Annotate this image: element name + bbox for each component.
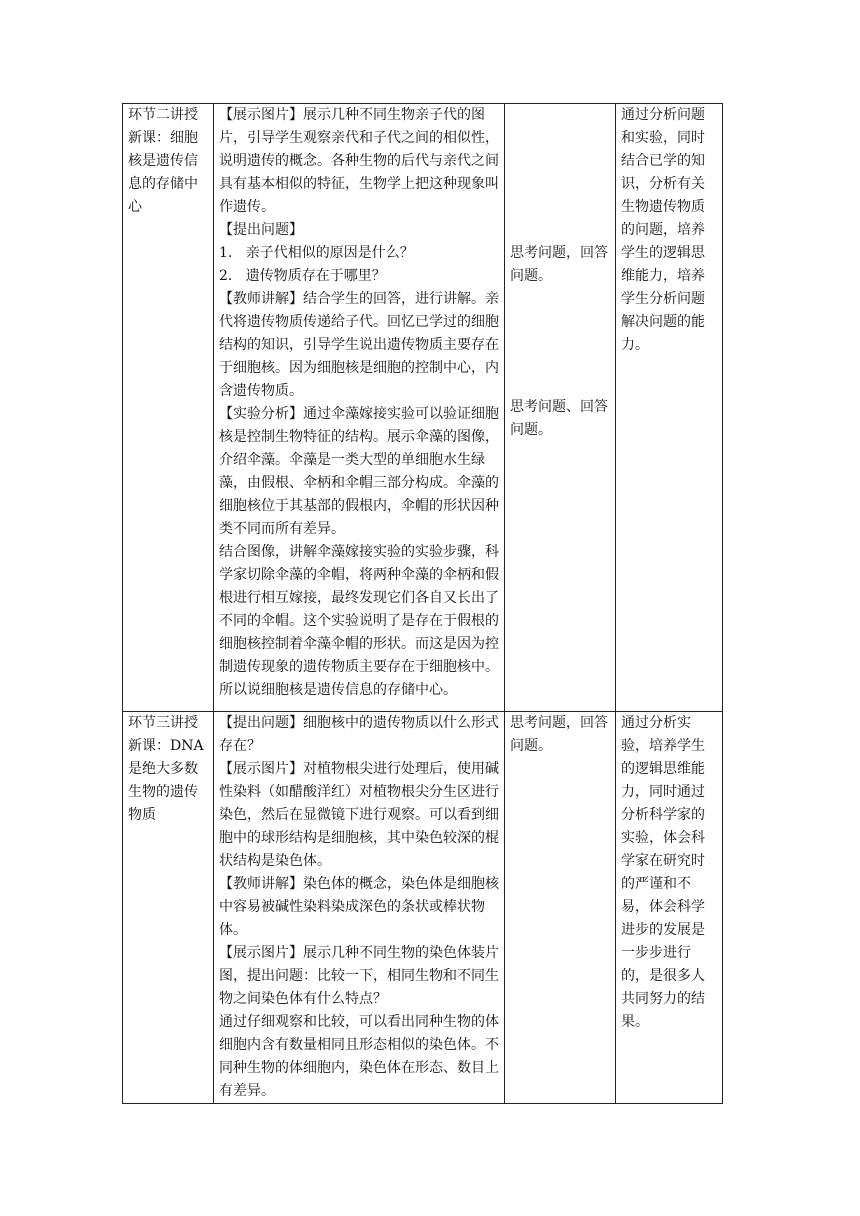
lesson-plan-table	[122, 103, 723, 1104]
student-activity-cell: 思考问题，回答问题。 思考问题、回答问题。	[505, 104, 616, 712]
paragraph: 通过仔细观察和比较，可以看出同种生物的体细胞内含有数量相同且形态相似的染色体。不同种生物的体细胞内，染色体在形态、数目上有差异。	[219, 1014, 499, 1099]
table-row	[123, 712, 723, 1104]
paragraph: 【展示图片】展示几种不同生物的染色体装片图，提出问题：比较一下，相同生物和不同生物之间染色体有什么特点？	[219, 945, 499, 1007]
design-intent-cell: 通过分析问题和实验，同时结合已学的知识，分析有关生物遗传物质的问题，培养学生的逻辑思维能力，培养学生分析问题解决问题的能力。	[616, 104, 723, 712]
stage-cell: 环节三讲授新课：DNA是绝大多数生物的遗传物质	[123, 712, 214, 1104]
paragraph: 【提出问题】细胞核中的遗传物质以什么形式存在？	[219, 715, 499, 754]
paragraph: 【展示图片】对植物根尖进行处理后，使用碱性染料（如醋酸洋红）对植物根尖分生区进行染色，然后在显微镜下进行观察。可以看到细胞中的球形结构是细胞核，其中染色较深的棍状结构是染色体。	[219, 761, 499, 869]
paragraph: 结合图像，讲解伞藻嫁接实验的实验步骤，科学家切除伞藻的伞帽，将两种伞藻的伞柄和假根进行相互嫁接，最终发现它们各自又长出了不同的伞帽。这个实验说明了是存在于假根的细胞核控制着伞藻伞帽的形状。而这是因为控制遗传现象的遗传物质主要存在于细胞核中。所以说细胞核是遗传信息的存储中心。	[219, 544, 499, 698]
paragraph: 【实验分析】通过伞藻嫁接实验可以验证细胞核是控制生物特征的结构。展示伞藻的图像，介绍伞藻。伞藻是一类大型的单细胞水生绿藻，由假根、伞柄和伞帽三部分构成。伞藻的细胞核位于其基部的假根内，伞帽的形状因种类不同而所有差异。	[219, 406, 499, 537]
student-activity-cell: 思考问题，回答问题。	[505, 712, 616, 1104]
list-item: 2. 遗传物质存在于哪里？	[219, 268, 386, 284]
table-row	[123, 104, 723, 712]
stage-cell: 环节二讲授新课：细胞核是遗传信息的存储中心	[123, 104, 214, 712]
paragraph: 【教师讲解】结合学生的回答，进行讲解。亲代将遗传物质传递给子代。回忆已学过的细胞结构的知识，引导学生说出遗传物质主要存在于细胞核。因为细胞核是细胞的控制中心，内含遗传物质。	[219, 291, 499, 399]
teacher-activity-cell	[214, 712, 505, 1104]
list-item: 1. 亲子代相似的原因是什么？	[219, 245, 414, 261]
paragraph: 【提出问题】	[219, 222, 303, 238]
paragraph: 【教师讲解】染色体的概念，染色体是细胞核中容易被碱性染料染成深色的条状或棒状物体。	[219, 876, 499, 938]
design-intent-cell: 通过分析实验，培养学生的逻辑思维能力，同时通过分析科学家的实验，体会科学家在研究时的严谨和不易，体会科学进步的发展是一步步进行的，是很多人共同努力的结果。	[616, 712, 723, 1104]
paragraph: 【展示图片】展示几种不同生物亲子代的图片，引导学生观察亲代和子代之间的相似性，说明遗传的概念。各种生物的后代与亲代之间具有基本相似的特征，生物学上把这种现象叫作遗传。	[219, 107, 499, 215]
teacher-activity-cell	[214, 104, 505, 712]
